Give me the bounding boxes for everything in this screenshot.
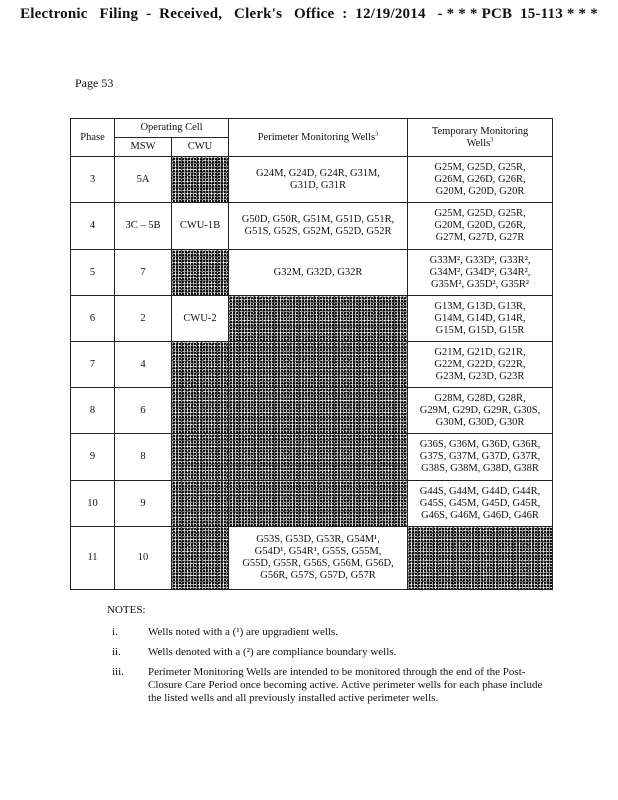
well-list-line: G14M, G14D, G14R, [434,312,526,324]
well-list-line: G44S, G44M, G44D, G44R, [419,485,541,497]
table-row [71,250,553,296]
temporary-wells-cell [408,434,553,481]
perimeter-wells-cell [229,203,408,250]
note-number: ii. [112,646,121,658]
phase-cell: 7 [71,342,115,388]
well-list-line: G30M, G30D, G30R [435,416,525,428]
cwu-cell-redacted [172,157,229,203]
perimeter-wells-cell [229,527,408,590]
table-row [71,527,553,590]
well-list-line: G34M², G34D², G34R², [429,266,531,278]
well-list-line: G26M, G26D, G26R, [434,173,526,185]
header-temporary-wells: Temporary Monitoring Wells$^3$ [408,119,553,157]
well-list-line: G24M, G24D, G24R, G31M, [256,167,380,179]
cwu-cell-redacted [172,342,229,388]
well-list-line: G32M, G32D, G32R [273,266,363,278]
phase-cell: 3 [71,157,115,203]
perimeter-wells-cell-redacted [229,481,408,527]
note-number: iii. [112,666,124,678]
header-perimeter-wells: Perimeter Monitoring Wells$^3$ [229,119,408,157]
cwu-cell: CWU-2 [172,296,229,342]
phase-cell: 4 [71,203,115,250]
header-cwu: CWU [172,138,229,157]
phase-cell: 6 [71,296,115,342]
phase-cell: 9 [71,434,115,481]
perimeter-wells-cell [229,250,408,296]
well-list-line: G38S, G38M, G38D, G38R [421,463,539,474]
note-text: Wells denoted with a (²) are compliance boundary wells. [148,646,397,658]
well-list-line: G35M², G35D², G35R² [430,278,530,290]
phase-cell: 11 [71,527,115,590]
well-list-line: G56R, G57S, G57D, G57R [260,570,376,581]
well-list-line: G54D¹, G54R¹, G55S, G55M, [254,546,382,557]
cwu-cell-redacted [172,481,229,527]
phase-cell: 10 [71,481,115,527]
well-list-line: G36S, G36M, G36D, G36R, [419,439,541,450]
phase-cell: 8 [71,388,115,434]
well-list-line: G55D, G55R, G56S, G56M, G56D, [242,558,394,569]
header-msw: MSW [115,138,172,157]
notes-title: NOTES: [107,604,146,616]
well-list-line: G13M, G13D, G13R, [434,300,526,312]
temporary-wells-cell [408,481,553,527]
temporary-wells-cell [408,388,553,434]
perimeter-wells-cell-redacted [229,296,408,342]
well-list-line: G22M, G22D, G22R, [434,358,526,370]
msw-cell: 2 [115,296,172,342]
well-list-line: G33M², G33D², G33R², [429,254,531,266]
well-list-line: G46S, G46M, G46D, G46R [421,509,539,521]
monitoring-wells-table [70,118,553,590]
well-list-line: G21M, G21D, G21R, [434,346,526,358]
phase-cell: 5 [71,250,115,296]
well-list-line: G51S, G52S, G52M, G52D, G52R [244,226,392,237]
page-number: Page 53 [75,76,114,90]
table-body [71,157,553,590]
cwu-cell-redacted [172,250,229,296]
temporary-wells-cell [408,250,553,296]
msw-cell: 4 [115,342,172,388]
msw-cell: 6 [115,388,172,434]
well-list-line: G23M, G23D, G23R [435,370,525,382]
perimeter-wells-cell-redacted [229,434,408,481]
temporary-wells-cell-redacted [408,527,553,590]
cwu-cell-redacted [172,388,229,434]
msw-cell: 10 [115,527,172,590]
well-list-line: G25M, G25D, G25R, [434,161,526,173]
msw-cell: 8 [115,434,172,481]
cwu-cell-redacted [172,527,229,590]
temporary-wells-cell [408,157,553,203]
temporary-wells-cell [408,342,553,388]
perimeter-wells-cell-redacted [229,388,408,434]
well-list-line: G25M, G25D, G25R, [434,208,526,219]
note-text: Wells noted with a (¹) are upgradient wells. [148,626,338,638]
table-row [71,342,553,388]
table-row [71,388,553,434]
well-list-line: G37S, G37M, G37D, G37R, [419,451,541,462]
cwu-cell-redacted [172,434,229,481]
table-row [71,203,553,250]
perimeter-wells-cell [229,157,408,203]
msw-cell: 7 [115,250,172,296]
note-number: i. [112,626,118,638]
well-list-line: G50D, G50R, G51M, G51D, G51R, [241,214,395,225]
note-text: Perimeter Monitoring Wells are intended to be monitored through the end of the Post-Closure Care Period once becoming active. Active perimeter wells for each phase include the listed wells and all previously installed active perimeter wells. [148,666,543,704]
table-row [71,157,553,203]
well-list-line: G15M, G15D, G15R [435,324,525,336]
filing-header: Electronic Filing - Received, Clerk's Office : 12/19/2014 - * * * PCB 15-113 * * * [20,6,598,22]
well-list-line: G53S, G53D, G53R, G54M¹, [256,534,380,545]
msw-cell: 9 [115,481,172,527]
perimeter-wells-cell-redacted [229,342,408,388]
well-list-line: G45S, G45M, G45D, G45R, [419,497,541,509]
temporary-wells-cell [408,203,553,250]
well-list-line: G20M, G20D, G20R [435,185,525,197]
well-list-line: G27M, G27D, G27R [435,232,525,243]
well-list-line: G20M, G20D, G26R, [434,220,526,231]
msw-cell: 3C – 5B [115,203,172,250]
table-row [71,434,553,481]
cwu-cell: CWU-1B [172,203,229,250]
well-list-line: G28M, G28D, G28R, [434,392,526,404]
header-operating-cell: Operating Cell [115,119,229,138]
well-list-line: G31D, G31R [290,179,347,191]
table-row [71,481,553,527]
table-row [71,296,553,342]
temporary-wells-cell [408,296,553,342]
msw-cell: 5A [115,157,172,203]
well-list-line: G29M, G29D, G29R, G30S, [419,404,541,416]
header-phase: Phase [71,119,115,157]
